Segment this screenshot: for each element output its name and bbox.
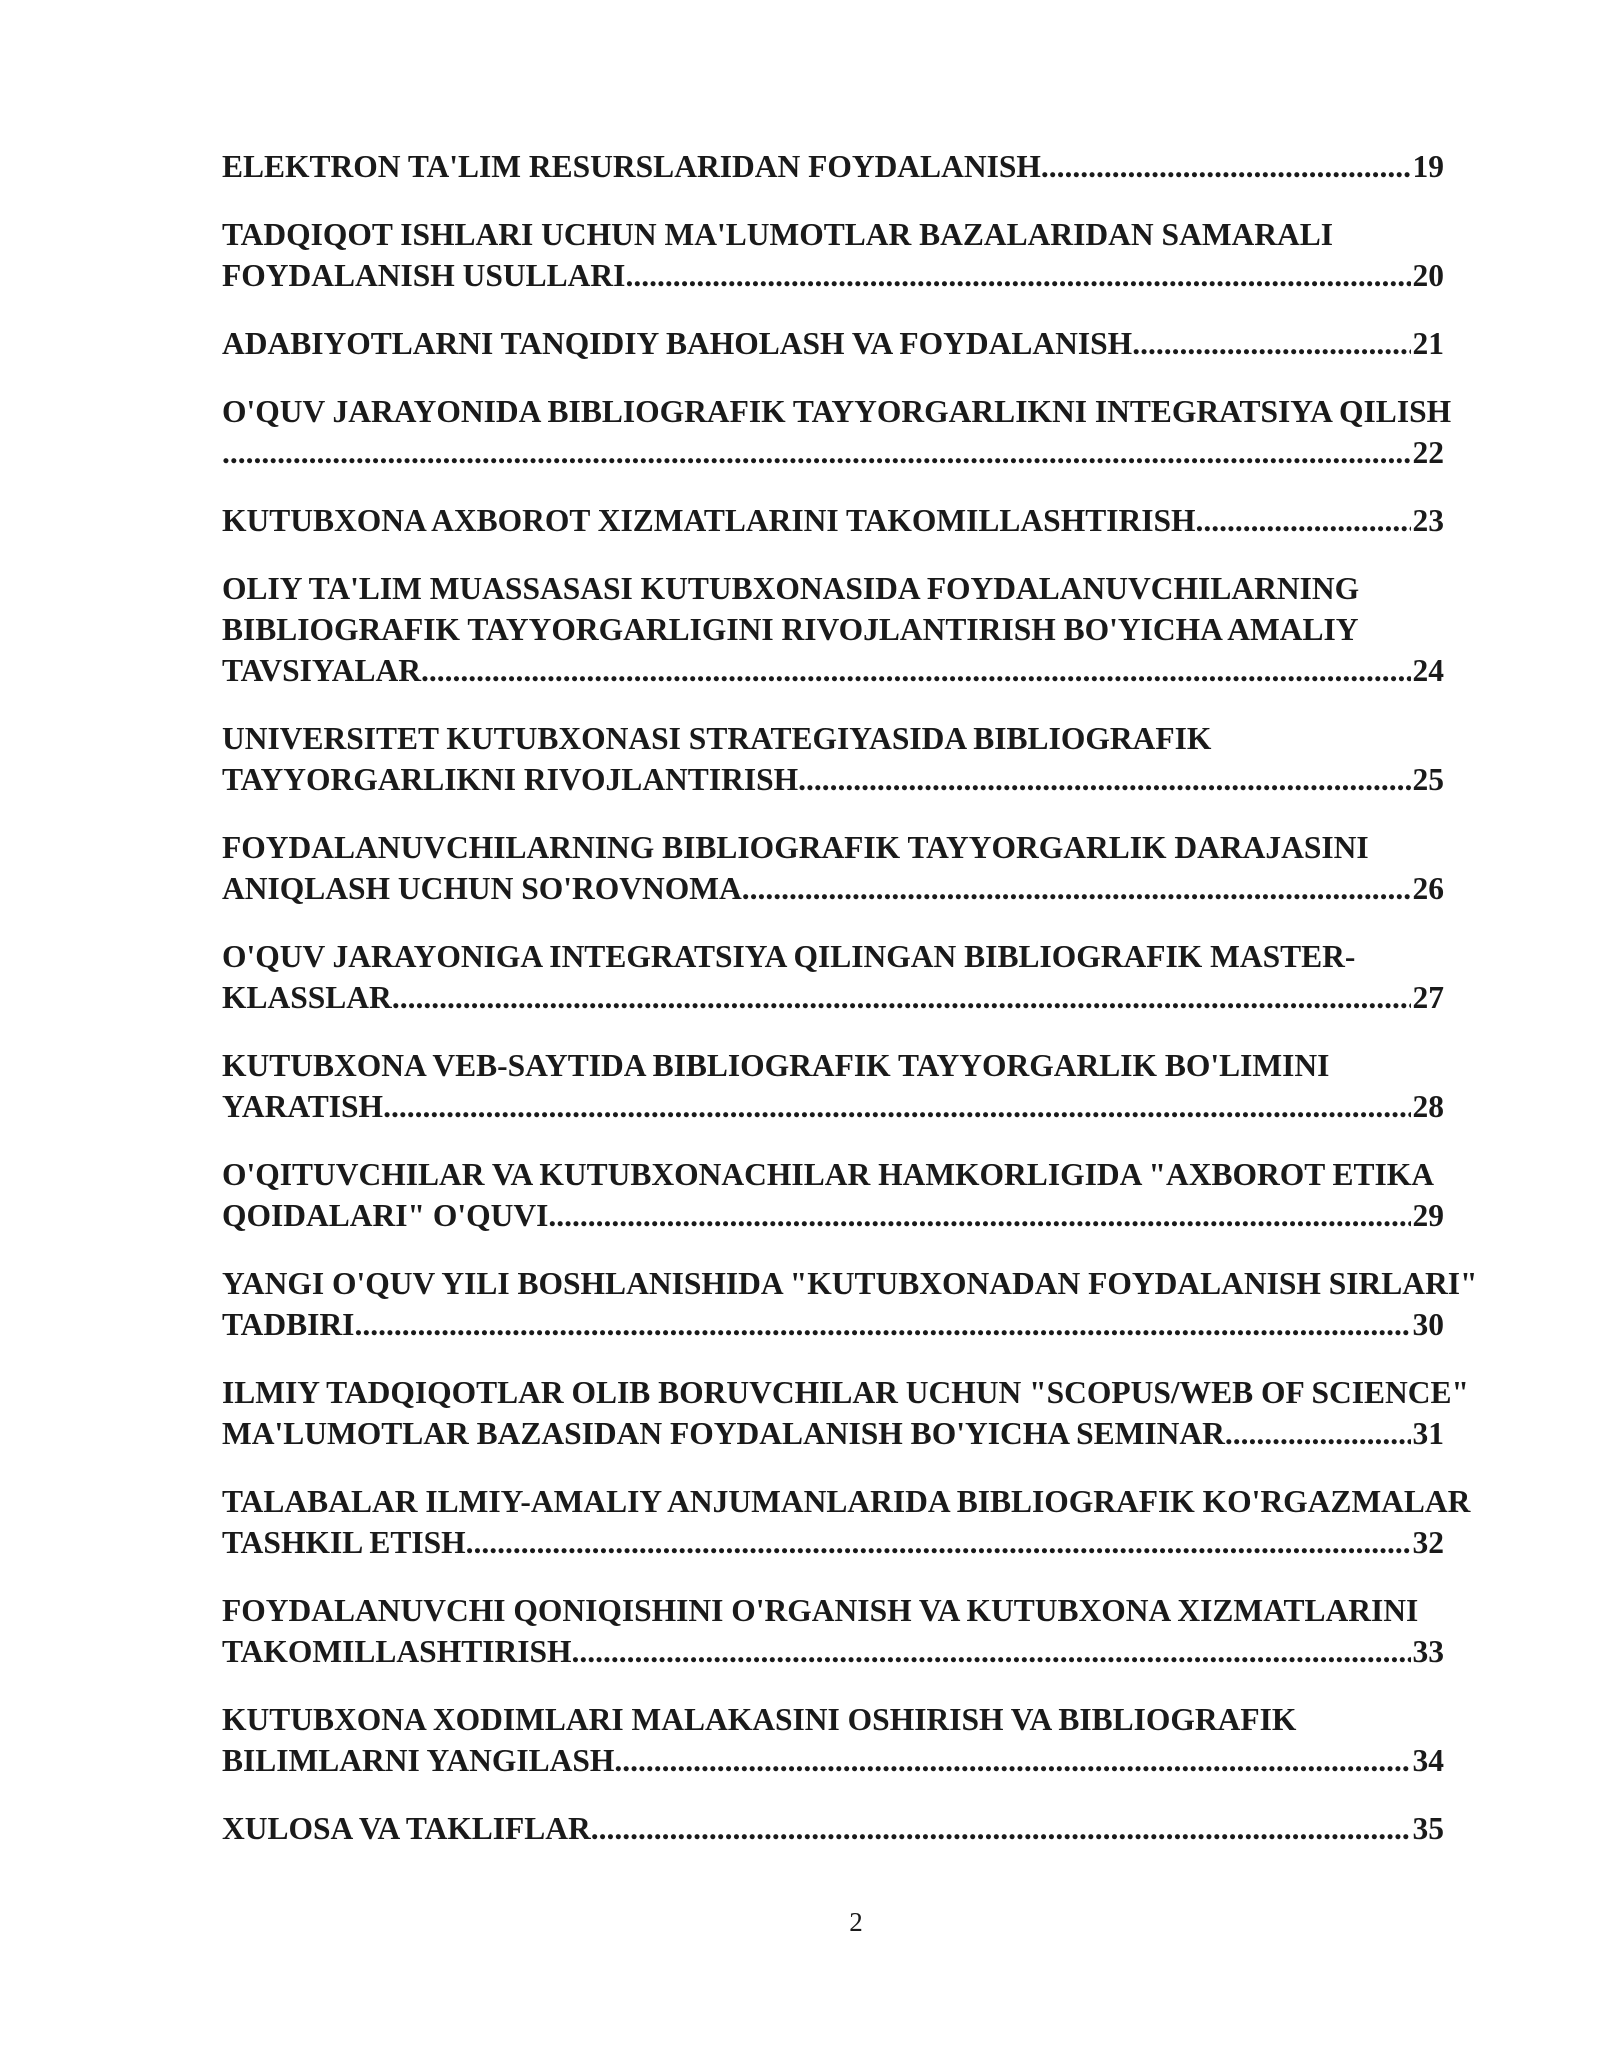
toc-entry[interactable] [222,500,1454,541]
toc-entry[interactable] [222,1808,1454,1849]
toc-entry[interactable] [222,323,1454,364]
toc-entry-leader-line [222,1522,1444,1563]
dot-leader [421,650,1411,691]
toc-entry-title-line: MA'LUMOTLAR BAZASIDAN FOYDALANISH BO'YICHA SEMINAR [222,1416,1225,1451]
toc-entry-page-number: 29 [1412,1198,1444,1233]
toc-entry[interactable] [222,1590,1454,1672]
toc-entry-title-line: O'QITUVCHILAR VA KUTUBXONACHILAR HAMKORLIGIDA "AXBOROT ETIKA [222,1157,1435,1192]
toc-entry-leader-line [222,868,1444,909]
toc-entry-page-number: 27 [1412,980,1444,1015]
toc-entry-page-number: 34 [1412,1743,1444,1778]
toc-entry-page-number: 33 [1412,1634,1444,1669]
toc-entry-leader-line [222,1413,1444,1454]
toc-entry-title-line: FOYDALANUVCHILARNING BIBLIOGRAFIK TAYYORGARLIK DARAJASINI [222,830,1369,865]
toc-entry[interactable] [222,1481,1471,1563]
dot-leader [466,1522,1411,1563]
page-number: 2 [849,1907,863,1937]
toc-entry-title-line: FOYDALANISH USULLARI [222,258,626,293]
toc-entry-title-line: YANGI O'QUV YILI BOSHLANISHIDA "KUTUBXONADAN FOYDALANISH SIRLARI" [222,1266,1478,1301]
toc-entry-leader-line [222,255,1444,296]
toc-entry-leader-line [222,1304,1444,1345]
toc-entry-page-number: 30 [1412,1307,1444,1342]
toc-entry[interactable] [222,1372,1470,1454]
toc-entry-title-line: TAKOMILLASHTIRISH [222,1634,572,1669]
toc-entry-title-line: TALABALAR ILMIY-AMALIY ANJUMANLARIDA BIBLIOGRAFIK KO'RGAZMALAR [222,1484,1471,1519]
toc-entry-title-line: TAVSIYALAR [222,653,421,688]
toc-entry-title-line: TADQIQOT ISHLARI UCHUN MA'LUMOTLAR BAZALARIDAN SAMARALI [222,217,1334,252]
toc-entry-leader-line [222,759,1444,800]
toc-entry-page-number: 19 [1412,149,1444,184]
toc-entry-title-line: UNIVERSITET KUTUBXONASI STRATEGIYASIDA BIBLIOGRAFIK [222,721,1212,756]
toc-entry-leader-line [222,1086,1444,1127]
dot-leader [591,1808,1411,1849]
dot-leader [798,759,1410,800]
toc-entry-title-line: XULOSA VA TAKLIFLAR [222,1811,591,1846]
toc-entry[interactable] [222,1154,1454,1236]
toc-entry-page-number: 23 [1412,503,1444,538]
toc-entry-page-number: 31 [1412,1416,1444,1451]
toc-entry-leader-line [222,1808,1444,1849]
dot-leader [614,1740,1410,1781]
toc-entry-title-line: QOIDALARI" O'QUVI [222,1198,549,1233]
toc-entry-page-number: 26 [1412,871,1444,906]
toc-entry-page-number: 35 [1412,1811,1444,1846]
toc-entry-title-line: O'QUV JARAYONIDA BIBLIOGRAFIK TAYYORGARLIKNI INTEGRATSIYA QILISH [222,394,1452,429]
toc-entry-page-number: 32 [1412,1525,1444,1560]
toc-entry-page-number: 22 [1412,435,1444,470]
toc-entry-leader-line [222,323,1444,364]
toc-entry-page-number: 25 [1412,762,1444,797]
toc-entry-title-line: ILMIY TADQIQOTLAR OLIB BORUVCHILAR UCHUN "SCOPUS/WEB OF SCIENCE" [222,1375,1470,1410]
toc-entry[interactable] [222,568,1454,691]
toc-entry-title-line: KLASSLAR [222,980,392,1015]
dot-leader [1132,323,1410,364]
toc-entry[interactable] [222,936,1454,1018]
dot-leader [1225,1413,1411,1454]
toc-entry-page-number: 21 [1412,326,1444,361]
toc-entry[interactable] [222,1263,1478,1345]
toc-entry-title-line: OLIY TA'LIM MUASSASASI KUTUBXONASIDA FOYDALANUVCHILARNING [222,571,1360,606]
dot-leader [383,1086,1410,1127]
toc-entry-title-line: ADABIYOTLARNI TANQIDIY BAHOLASH VA FOYDALANISH [222,326,1133,361]
toc-entry-leader-line [222,1195,1444,1236]
toc-entry-title-line: ELEKTRON TA'LIM RESURSLARIDAN FOYDALANISH [222,149,1041,184]
dot-leader [625,255,1410,296]
toc-entry-leader-line [222,146,1444,187]
toc-entry[interactable] [222,1699,1454,1781]
dot-leader [548,1195,1410,1236]
toc-entry-title-line: TAYYORGARLIKNI RIVOJLANTIRISH [222,762,799,797]
toc-entry-title-line: KUTUBXONA VEB-SAYTIDA BIBLIOGRAFIK TAYYORGARLIK BO'LIMINI [222,1048,1330,1083]
toc-entry-title-line: KUTUBXONA AXBOROT XIZMATLARINI TAKOMILLASHTIRISH [222,503,1196,538]
toc-entry-title-line: O'QUV JARAYONIGA INTEGRATSIYA QILINGAN BIBLIOGRAFIK MASTER- [222,939,1356,974]
toc-entry-title-line: FOYDALANUVCHI QONIQISHINI O'RGANISH VA KUTUBXONA XIZMATLARINI [222,1593,1419,1628]
toc-entry-title-line: KUTUBXONA XODIMLARI MALAKASINI OSHIRISH VA BIBLIOGRAFIK [222,1702,1297,1737]
toc-entry-leader-line [222,432,1444,473]
toc-entry[interactable] [222,391,1454,473]
toc-entry-leader-line [222,977,1444,1018]
toc-entry-title-line: BILIMLARNI YANGILASH [222,1743,615,1778]
toc-entry-leader-line [222,1631,1444,1672]
toc-entry-title-line: TADBIRI [222,1307,355,1342]
toc-entry-title-line: ANIQLASH UCHUN SO'ROVNOMA [222,871,742,906]
dot-leader [742,868,1411,909]
toc-entry[interactable] [222,718,1454,800]
toc-entry[interactable] [222,214,1454,296]
toc-entry-title-line: BIBLIOGRAFIK TAYYORGARLIGINI RIVOJLANTIRISH BO'YICHA AMALIY [222,612,1359,647]
dot-leader [1196,500,1411,541]
toc-entry[interactable] [222,827,1454,909]
dot-leader [222,432,1411,473]
toc-entry-page-number: 28 [1412,1089,1444,1124]
toc-entry-title-line: YARATISH [222,1089,384,1124]
toc-entry-page-number: 24 [1412,653,1444,688]
toc-entry-leader-line [222,1740,1444,1781]
toc-entry-leader-line [222,500,1444,541]
dot-leader [354,1304,1410,1345]
toc-entry[interactable] [222,1045,1454,1127]
table-of-contents [222,146,1478,1876]
toc-entry-page-number: 20 [1412,258,1444,293]
toc-entry[interactable] [222,146,1454,187]
toc-entry-leader-line [222,650,1444,691]
dot-leader [572,1631,1411,1672]
toc-entry-title-line: TASHKIL ETISH [222,1525,466,1560]
dot-leader [1041,146,1411,187]
dot-leader [392,977,1411,1018]
